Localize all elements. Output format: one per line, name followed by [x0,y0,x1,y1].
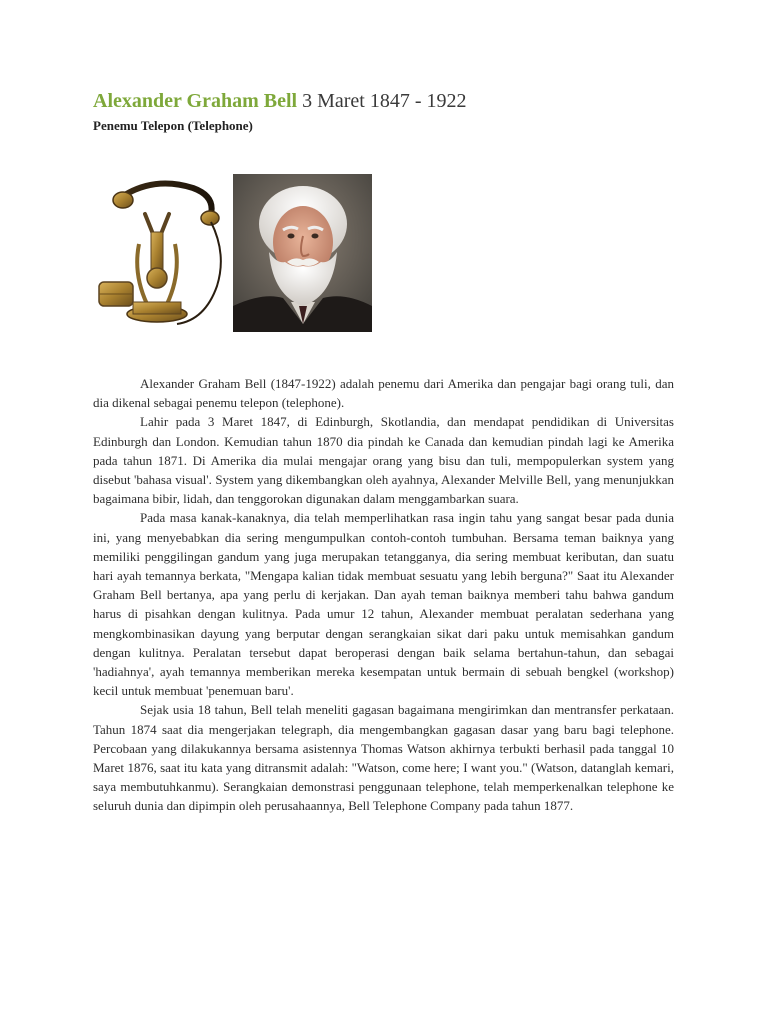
page-title [93,89,466,113]
title-dates: 3 Maret 1847 - 1922 [302,90,467,112]
article-body [93,374,674,816]
portrait-image [233,174,372,332]
telephone-image [93,174,230,332]
paragraph: Pada masa kanak-kanaknya, dia telah memperlihatkan rasa ingin tahu yang sangat besar pada dunia ini, yang menyebabkan dia sering mengumpulkan contoh-contoh tumbuhan. Bersama teman baiknya yang memiliki penggilingan gandum yang juga merupakan tetangganya, dia sering membuat keributan, dan suatu hari ayah temannya berkata, "Mengapa kalian tidak membuat sesuatu yang lebih berguna?" Saat itu Alexander Graham Bell bertanya, apa yang perlu di kerjakan. Dan ayah teman baiknya memberi tahu bahwa gandum harus di pisahkan dengan kulitnya. Pada umur 12 tahun, Alexander membuat peralatan sederhana yang mengkombinasikan dayung yang berputar dengan serangkaian sikat dari paku untuk memisahkan gandum dengan kulitnya. Peralatan tersebut dapat beroperasi dengan baik selama bertahun-tahun, dan sebagai 'hadiahnya', ayah temannya memberikan mereka kesempatan untuk bermain di sebuah bengkel (workshop) kecil untuk membuat 'penemuan baru'. [93,510,674,699]
paragraph: Sejak usia 18 tahun, Bell telah meneliti gagasan bagaimana mengirimkan dan mentransfer perkataan. Tahun 1874 saat dia mengerjakan telegraph, dia mengembangkan gagasan dasar yang baru bagi telephone. Percobaan yang dilakukannya bersama asistennya Thomas Watson akhirnya terbukti berhasil pada tanggal 10 Maret 1876, saat itu kata yang ditransmit adalah: "Watson, come here; I want you." (Watson, datanglah kemari, saya membutuhkanmu). Serangkaian demonstrasi penggunaan telephone, telah memperkenalkan telephone ke seluruh dunia dan dipimpin oleh perusahaannya, Bell Telephone Company pada tahun 1877. [93,702,674,814]
paragraph: Lahir pada 3 Maret 1847, di Edinburgh, Skotlandia, dan mendapat pendidikan di Universitas Edinburgh dan London. Kemudian tahun 1870 dia pindah ke Canada dan kemudian pindah lagi ke Amerika pada tahun 1871. Di Amerika dia mulai mengajar orang yang bisu dan tuli, mempopulerkan system yang disebut 'bahasa visual'. System yang dikembangkan oleh ayahnya, Alexander Melville Bell, yang menunjukkan bagaimana bibir, lidah, dan tenggorokan digunakan dalam menggambarkan suara. [93,414,674,507]
page-subtitle: Penemu Telepon (Telephone) [93,118,253,133]
paragraph: Alexander Graham Bell (1847-1922) adalah penemu dari Amerika dan pengajar bagi orang tuli, dan dia dikenal sebagai penemu telepon (telephone). [93,376,674,411]
title-name: Alexander Graham Bell [93,90,298,112]
